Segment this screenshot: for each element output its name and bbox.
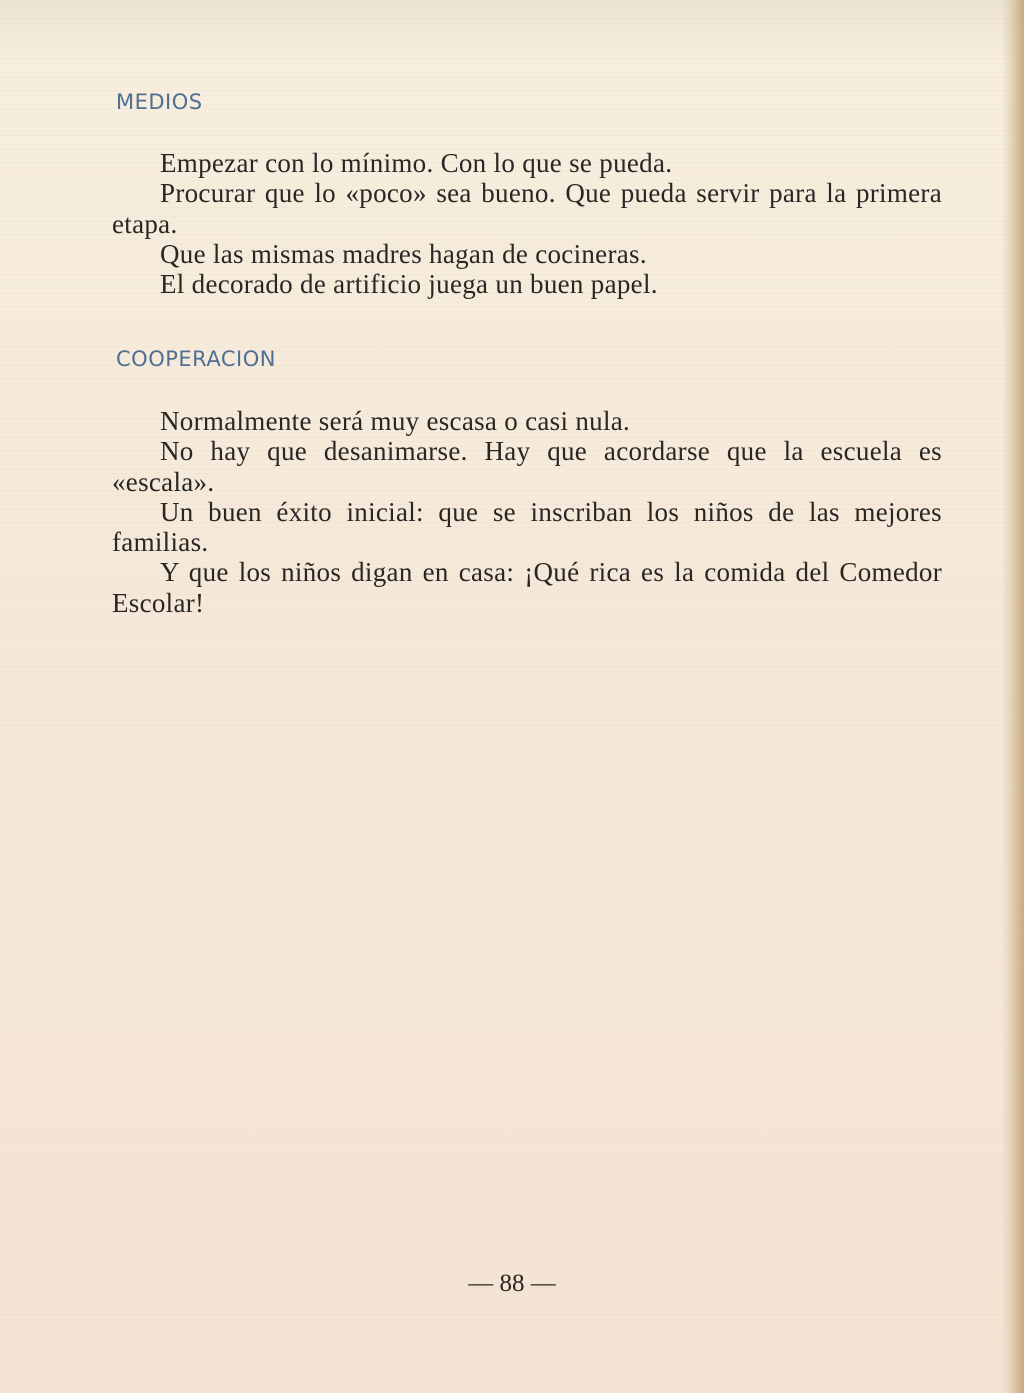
paragraph: Procurar que lo «poco» sea bueno. Que pueda servir para la primera etapa.: [112, 178, 942, 239]
paragraph: El decorado de artificio juega un buen papel.: [160, 269, 658, 300]
paragraph: Normalmente será muy escasa o casi nula.: [160, 406, 631, 436]
page-binding-edge: [1002, 0, 1024, 1393]
section-body-cooperacion: [112, 406, 942, 618]
paragraph: No hay que desanimarse. Hay que acordarse que la escuela es «escala».: [112, 436, 942, 497]
section-heading-medios: MEDIOS: [116, 90, 203, 114]
paragraph: Empezar con lo mínimo. Con lo que se pueda.: [160, 148, 673, 178]
section-heading-cooperacion: COOPERACION: [116, 347, 276, 371]
section-body-medios: [112, 148, 942, 299]
paragraph: Que las mismas madres hagan de cocineras.: [160, 238, 647, 269]
paragraph: Y que los niños digan en casa: ¡Qué rica es la comida del Comedor Escolar!: [112, 557, 942, 618]
page-number: — 88 —: [468, 1270, 556, 1297]
page-top-shade: [0, 0, 1024, 60]
paragraph: Un buen éxito inicial: que se inscriban los niños de las mejores familias.: [112, 496, 942, 558]
